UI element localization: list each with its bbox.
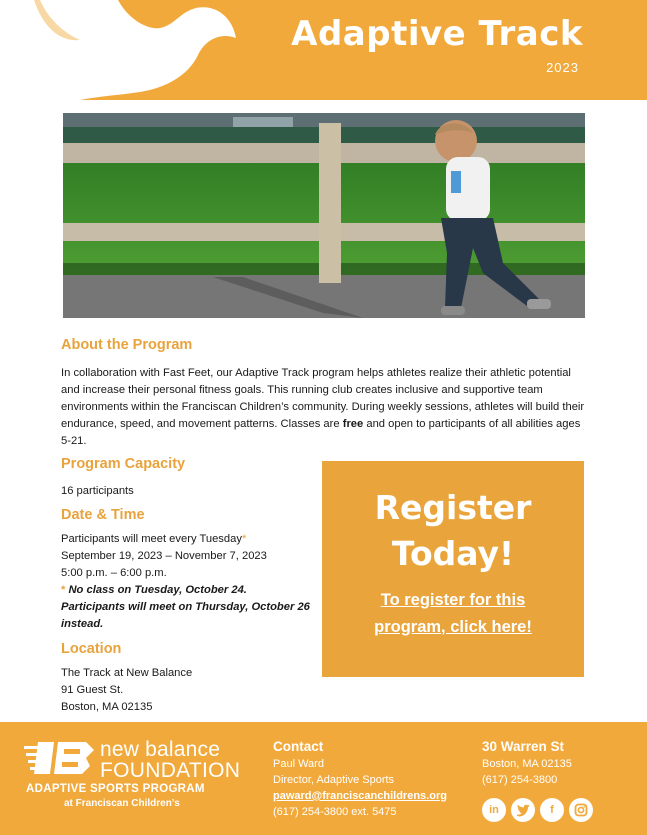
logo-line2: FOUNDATION xyxy=(100,759,241,782)
page-year: 2023 xyxy=(546,60,579,75)
address-heading: 30 Warren St xyxy=(482,739,565,754)
address-block xyxy=(482,738,572,788)
program-name: ADAPTIVE SPORTS PROGRAM xyxy=(26,783,205,795)
contact-heading: Contact xyxy=(273,739,324,754)
datetime-line xyxy=(61,531,311,548)
footer xyxy=(0,722,647,835)
address-city: Boston, MA 02135 xyxy=(482,758,572,770)
location-city: Boston, MA 02135 xyxy=(61,701,153,713)
register-link[interactable]: To register for this program, click here! xyxy=(374,591,532,636)
contact-phone: (617) 254-3800 ext. 5475 xyxy=(273,806,397,818)
location-address xyxy=(61,665,192,716)
capacity-text: 16 participants xyxy=(61,485,134,497)
datetime-hours: 5:00 p.m. – 6:00 p.m. xyxy=(61,567,167,579)
page-title: Adaptive Track xyxy=(291,14,583,54)
datetime-weekday: Participants will meet every Tuesday xyxy=(61,533,242,545)
contact-title: Director, Adaptive Sports xyxy=(273,774,395,786)
datetime-note xyxy=(61,582,311,633)
contact-block xyxy=(273,738,447,820)
register-box xyxy=(322,461,584,677)
register-line2: Today! xyxy=(391,534,515,573)
twitter-icon[interactable] xyxy=(511,798,535,822)
location-heading: Location xyxy=(61,641,122,657)
contact-name: Paul Ward xyxy=(273,758,324,770)
dove-graphic xyxy=(0,0,250,100)
register-line1: Register xyxy=(374,488,532,527)
linkedin-icon[interactable]: in xyxy=(482,798,506,822)
hero-photo xyxy=(63,113,585,318)
datetime-dates: September 19, 2023 – November 7, 2023 xyxy=(61,550,267,562)
social-links xyxy=(482,798,593,822)
new-balance-logo-icon xyxy=(24,740,96,778)
logo-line1: new balance xyxy=(100,738,221,761)
asterisk: * xyxy=(241,533,247,545)
about-heading: About the Program xyxy=(61,337,193,353)
about-text-end: and open to participants of all abilities ages 5-21. xyxy=(61,418,581,447)
datetime-heading: Date & Time xyxy=(61,507,145,523)
register-heading xyxy=(322,485,584,577)
header-banner xyxy=(0,0,647,100)
asterisk: * xyxy=(61,584,66,596)
datetime-block xyxy=(61,531,311,633)
capacity-heading: Program Capacity xyxy=(61,456,186,472)
program-sub: at Franciscan Children’s xyxy=(64,798,180,809)
contact-email-link[interactable]: paward@franciscanchildrens.org xyxy=(273,790,447,802)
location-venue: The Track at New Balance xyxy=(61,667,193,679)
about-paragraph xyxy=(61,365,585,450)
location-street: 91 Guest St. xyxy=(61,684,124,696)
instagram-icon[interactable] xyxy=(569,798,593,822)
note-text: No class on Tuesday, October 24. Participants will meet on Thursday, October 26 instead. xyxy=(61,584,310,630)
address-phone: (617) 254-3800 xyxy=(482,774,558,786)
facebook-icon[interactable]: f xyxy=(540,798,564,822)
about-text: In collaboration with Fast Feet, our Adaptive Track program helps athletes realize their athletic potential and increase their personal fitness goals. This running club creates inclusive and supportive team environments within the Franciscan Children’s community. During weekly sessions, athletes will build their endurance, speed, and movement patterns. Classes are xyxy=(61,367,585,430)
about-text-free: free xyxy=(342,418,364,430)
